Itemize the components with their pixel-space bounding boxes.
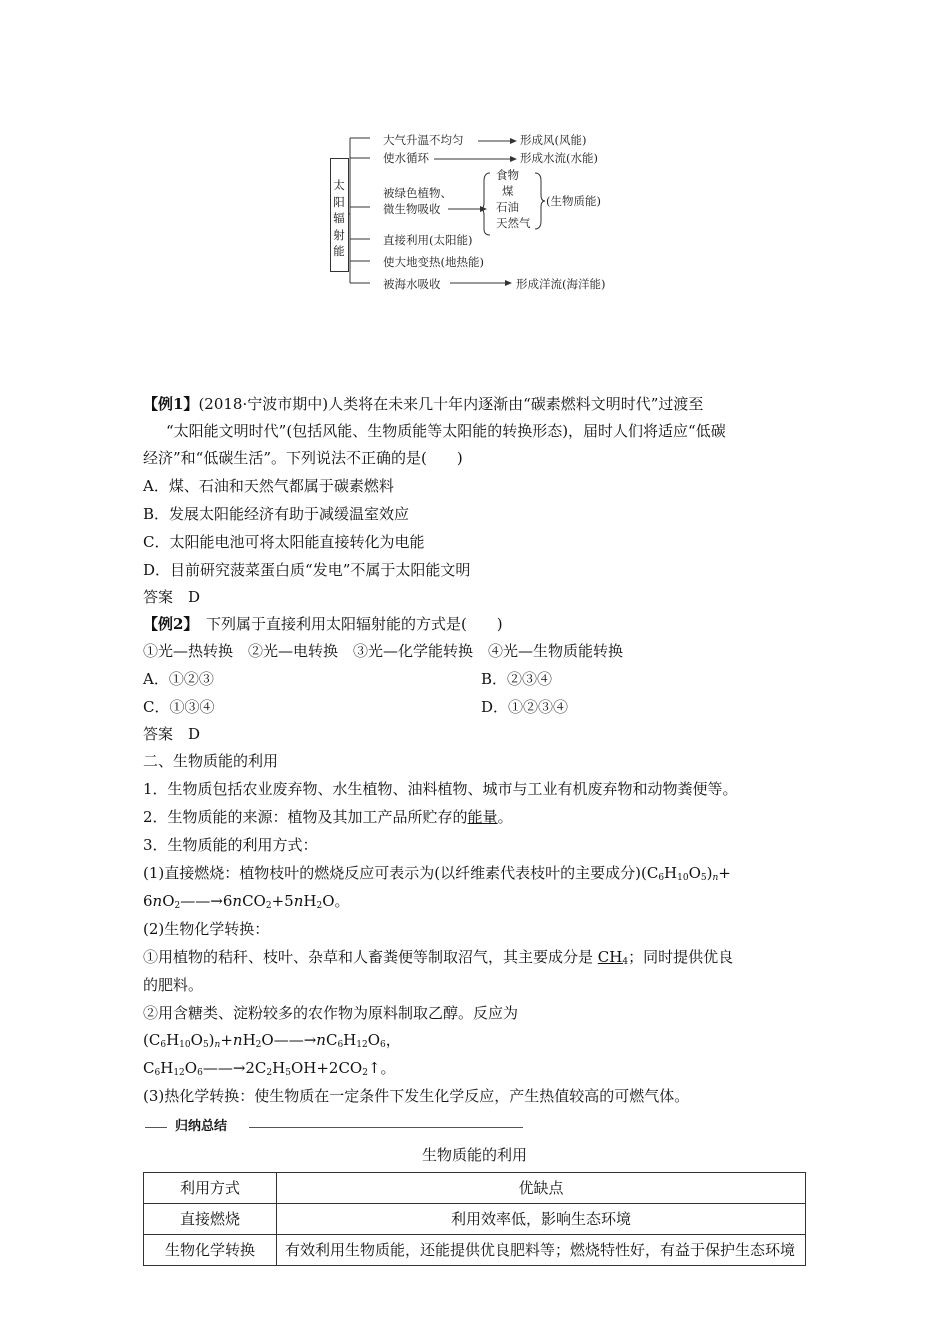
summary-banner-title: 归纳总结 [175, 1119, 228, 1134]
example1-option-d: D．目前研究菠菜蛋白质“发电”不属于太阳能文明 [143, 561, 471, 579]
table-row [144, 1235, 806, 1266]
branch-ocean: 被海水吸收 [383, 277, 441, 291]
example1-option-c: C．太阳能电池可将太阳能直接转化为电能 [143, 533, 425, 551]
example1-line3: 经济”和“低碳生活”。下列说法不正确的是( ) [143, 449, 463, 467]
result-water: 形成水流(水能) [520, 151, 598, 165]
table-row [144, 1204, 806, 1235]
section2-p12: (3)热化学转换：使生物质在一定条件下发生化学反应，产生热值较高的可燃气体。 [143, 1087, 690, 1105]
example2-tag: 【例2】 [143, 615, 191, 633]
result-biomass: (生物质能) [546, 194, 601, 208]
table-cell: 利用效率低，影响生态环境 [277, 1204, 806, 1235]
example2-items: ①光—热转换 ②光—电转换 ③光—化学能转换 ④光—生物质能转换 [143, 642, 624, 660]
table-header-row [144, 1173, 806, 1204]
branch-geothermal: 使大地变热(地热能) [383, 255, 484, 269]
food-item: 煤 [502, 184, 514, 198]
section2-heading: 二、生物质能的利用 [143, 752, 279, 770]
table-header-cell: 利用方式 [144, 1173, 277, 1204]
table-cell: 直接燃烧 [144, 1204, 277, 1235]
result-wind: 形成风(风能) [520, 133, 587, 147]
example1-option-a: A．煤、石油和天然气都属于碳素燃料 [143, 477, 394, 495]
example2-option-a: A．①②③ [143, 670, 214, 688]
branch-wind: 大气升温不均匀 [383, 133, 464, 147]
biomass-usage-table [143, 1172, 806, 1266]
section2-p7: ①用植物的秸秆、枝叶、杂草和人畜粪便等制取沼气，其主要成分是 $CH_4$；同时提供优良 [143, 948, 734, 967]
table-cell: 有效利用生物质能，还能提供优良肥料等；燃烧特性好，有益于保护生态环境 [277, 1235, 806, 1266]
example1-option-b: B．发展太阳能经济有助于减缓温室效应 [143, 505, 410, 523]
example2-stem: 【例2】 下列属于直接利用太阳辐射能的方式是( ) [143, 615, 503, 633]
section2-equation-1: $(C_6H_{10}O_5)_n+nH_2O——\to nC_6H_{12}O_6$， [143, 1031, 401, 1050]
example1-line2: “太阳能文明时代”(包括风能、生物质能等太阳能的转换形态)，届时人们将适应“低碳 [166, 422, 726, 440]
food-item: 天然气 [496, 216, 531, 230]
example2-option-c: C．①③④ [143, 698, 215, 716]
result-ocean: 形成洋流(海洋能) [516, 277, 606, 291]
example2-option-d: D．①②③④ [481, 698, 569, 716]
section2-p1: 1．生物质包括农业废弃物、水生植物、油料植物、城市与工业有机废弃物和动物粪便等。 [143, 780, 738, 798]
section2-equation-2: $C_6H_{12}O_6——\to 2C_2H_5OH+2CO_2↑$。 [143, 1059, 396, 1078]
section2-p2: 2．生物质能的来源：植物及其加工产品所贮存的能量。 [143, 808, 513, 826]
example1-answer: 答案 D [143, 588, 201, 606]
solar-energy-diagram [330, 125, 630, 295]
section2-p3: 3．生物质能的利用方式： [143, 836, 318, 854]
example1-line1: 【例1】(2018·宁波市期中)人类将在未来几十年内逐渐由“碳素燃料文明时代”过渡至 [143, 395, 704, 413]
summary-banner [145, 1118, 525, 1140]
section2-p9: ②用含糖类、淀粉较多的农作物为原料制取乙醇。反应为 [143, 1004, 519, 1022]
table-cell: 生物化学转换 [144, 1235, 277, 1266]
table-header-cell: 优缺点 [277, 1173, 806, 1204]
example2-option-b: B．②③④ [481, 670, 553, 688]
section2-p4: (1)直接燃烧：植物枝叶的燃烧反应可表示为(以纤维素代表枝叶的主要成分)$(C_6H_{10}O_5)_n+$ [143, 864, 731, 883]
section2-p5-equation: $6nO_2——\to 6nCO_2+5nH_2O$。 [143, 892, 350, 911]
example2-answer: 答案 D [143, 725, 201, 743]
example1-tag: 【例1】 [143, 395, 199, 413]
branch-direct: 直接利用(太阳能) [383, 233, 473, 247]
table-caption: 生物质能的利用 [421, 1146, 527, 1164]
branch-plants-line2: 微生物吸收 [383, 202, 441, 216]
food-item: 食物 [496, 168, 519, 182]
branch-plants-line1: 被绿色植物、 [383, 186, 452, 200]
diagram-root-label: 太 阳 辐 射 能 [333, 178, 345, 258]
section2-p6: (2)生物化学转换： [143, 920, 270, 938]
section2-p8: 的肥料。 [143, 976, 204, 994]
branch-water: 使水循环 [383, 151, 429, 165]
food-item: 石油 [496, 200, 519, 214]
